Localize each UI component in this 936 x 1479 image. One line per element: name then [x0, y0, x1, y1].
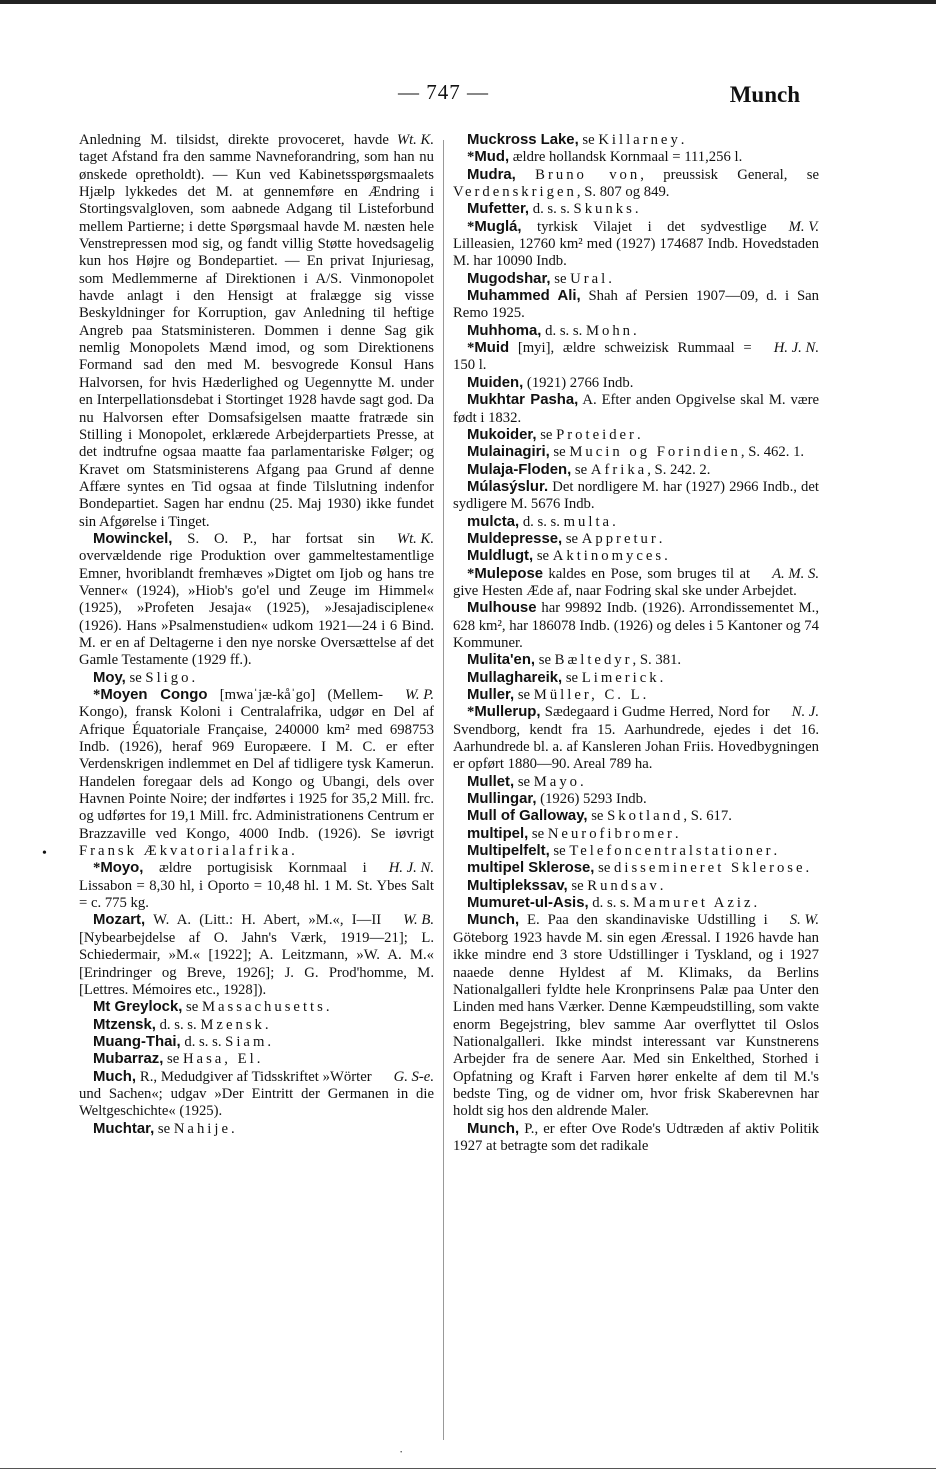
entry-headword: Muhammed Ali,	[467, 288, 581, 305]
entry-new-marker: *	[467, 340, 475, 357]
entry-text: , S. 617.	[683, 808, 732, 825]
entry-headword: Mumuret-ul-Asis,	[467, 895, 589, 912]
dictionary-entry	[453, 826, 819, 843]
entry-headword: Mtzensk,	[93, 1016, 156, 1033]
entry-text: d. s. s.	[588, 895, 634, 912]
spaced-reference: Neurofibromer	[547, 825, 675, 842]
entry-headword: Multipelfelt,	[467, 843, 550, 860]
entry-headword: Mullingar,	[467, 791, 537, 808]
entry-signature: M. V.	[788, 218, 819, 235]
entry-text: d. s. s.	[541, 322, 586, 339]
entry-text: se	[549, 843, 570, 860]
spaced-reference: Appretur	[581, 530, 659, 547]
entry-text	[516, 167, 535, 183]
entry-text: se	[536, 426, 557, 443]
spaced-reference: Nahije	[173, 1120, 231, 1137]
entry-text: se	[533, 548, 553, 565]
dictionary-entry	[79, 1051, 434, 1068]
dictionary-entry	[453, 514, 819, 531]
entry-text: .	[636, 426, 641, 443]
page-header	[80, 76, 820, 116]
entry-signature: G. S-e.	[393, 1068, 434, 1085]
entry-text: Shah af Persien 1907—09, d. i San Remo 1925.	[453, 288, 819, 322]
entry-headword: Mulepose	[474, 565, 544, 582]
entry-text: se	[594, 860, 615, 877]
dictionary-entry	[453, 219, 819, 271]
entry-headword: Mulainagiri,	[467, 444, 550, 461]
entry-signature: S. W.	[789, 912, 819, 929]
entry-new-marker: *	[467, 149, 475, 166]
entry-text: se	[578, 132, 599, 148]
entry-text: .	[642, 687, 647, 703]
entry-text: .	[580, 773, 584, 790]
entry-text: kaldes en Pose, som bruges til at give Hesten Æde af, naar Fodring skal ske under Arbejdet.	[453, 565, 797, 599]
entry-headword: Muldepresse,	[467, 530, 563, 547]
entry-headword: Much,	[93, 1068, 137, 1085]
dictionary-entry	[453, 895, 819, 912]
dictionary-entry	[79, 687, 434, 860]
entry-text: se	[528, 825, 548, 842]
dictionary-entry	[79, 860, 434, 912]
entry-text: Anledning M. tilsidst, direkte provoceret, havde taget Afstand fra den samme Navneforandring, som han nu ønskede opretholdt). — Kun ved Kabinetsspørgsmaalets Hjælp lykkedes det M. at gennemføre en Ændring i Stortingsvalgloven, som aabnede Adgang til Listeforbund mellem Partierne; i dette Spørgsmaal havde M. næsten hele Venstrepressen mod sig, og fandt villig Støtte hovedsagelig kun hos Højre og Bondepartiet. — En privat Injuriesag, som Medlemmerne af Direktionen i A/S. Vinmonopolet havde anlagt i den Hensigt at fralægge sig visse Beskyldninger for Korruption, gav Anledning til heftige Angreb paa Statsministeren. Dommen i denne Sag gik nemlig Monopolets Mænd imod, og som Direktionens Formand sad den med M. besvogrede Konsul Hans Halvorsen, for hvis Hæderlighed og Uegennytte M. under en Interpellationsdebat i Stortinget 1928 havde sagt god. Da nu Halvorsen efter Domsafsigelsen maatte fratræde sin Stilling i Monopolet, erklærede Arbejderpartiets Presse, at det indtrufne ogsaa maatte faa parlamentariske Følger; og Kravet om Statsministerens Afgang paa Grund af denne Affære syntes en Tid ogsaa at finde Tilslutning indenfor Bondepartiet. Sagen har endnu (25. Maj 1930) ikke fundet sin Afgørelse i Tinget.	[79, 132, 434, 530]
entry-headword: Mudra,	[467, 166, 516, 183]
entry-signature: W. P.	[405, 687, 434, 703]
entry-text: S. O. P., har fortsat sin overvældende rige Produktion over gammeltestamentlige Emner, hvoriblandt fremhæves »Digtet om Ijob og hans tre Venner« (1924), »Hiob's go'el und Zeuge im Himmel« (1925), »Profeten Jesaja« (1925), »Jesajadisciplene« (1926). Hans »Psalmenstudien« udkom 1921—24 i 6 Bind. M. er en af Deltagerne i den nye norske Oversættelse af det Gamle Testamente (1929 ff.).	[79, 530, 434, 669]
dictionary-entry	[453, 912, 819, 1120]
dictionary-entry	[453, 531, 819, 548]
spaced-reference: Bruno von	[535, 166, 641, 183]
spaced-reference: Skunks	[573, 201, 635, 218]
entry-text: .	[773, 843, 778, 860]
spaced-reference: Mohn	[585, 322, 634, 339]
entry-text: (1921) 2766 Indb.	[523, 374, 634, 391]
dictionary-entry	[453, 878, 819, 895]
entry-text: se	[163, 1051, 183, 1068]
entry-text: .	[659, 877, 664, 894]
dictionary-entry	[79, 1017, 434, 1034]
entry-text: ældre hollandsk Kornmaal = 111,256 l.	[509, 149, 743, 166]
entry-headword: Mubarraz,	[93, 1051, 164, 1068]
entry-text: .	[325, 999, 330, 1016]
entry-headword: Mozart,	[93, 912, 146, 929]
entry-text: , S. 807 og 849.	[576, 184, 670, 201]
spaced-reference: multa	[563, 513, 613, 530]
entry-text: ældre portugisisk Kornmaal i Lissabon = 8,30 hl, i Oporto = 10,48 hl. 1 M. St. Ybes Salt = c. 775 kg.	[79, 860, 434, 912]
spaced-reference: Proteider	[556, 426, 637, 443]
dictionary-entry	[453, 427, 819, 444]
entry-text: .	[805, 860, 810, 877]
entry-text: se	[567, 877, 588, 894]
entry-text: R., Medudgiver af Tidsskriftet »Wörter und Sachen«; udgav »Der Eintritt der Germanen in die Weltgeschichte« (1925).	[79, 1068, 434, 1120]
entry-signature: Wt. K.	[396, 132, 434, 148]
entry-text: .	[659, 669, 664, 686]
page-number: — 747 —	[398, 80, 489, 104]
spaced-reference: Ural	[570, 270, 609, 287]
entry-text: d. s. s.	[155, 1016, 201, 1033]
entry-text: se	[514, 687, 534, 703]
entry-text: Det nordligere M. har (1927) 2966 Indb., det sydligere M. 5676 Indb.	[453, 478, 819, 513]
spaced-reference: dissemineret Sklerose	[614, 860, 806, 877]
entry-text: [myi], ældre schweizisk Rummaal = 150 l.	[453, 340, 752, 374]
entry-text: .	[230, 1120, 235, 1137]
entry-signature: W. B.	[403, 912, 434, 929]
entry-text: tyrkisk Vilajet i det sydvestlige Lilleasien, 12760 km² med (1927) 174687 Indb. Hovedstaden M. har 10090 Indb.	[453, 218, 819, 270]
entry-headword: Moyen Congo	[100, 687, 208, 703]
entry-headword: Mufetter,	[467, 201, 530, 218]
dictionary-entry	[79, 912, 434, 999]
dictionary-entry	[453, 149, 819, 166]
entry-headword: Moyo,	[100, 860, 144, 877]
entry-headword: Mukoider,	[467, 426, 537, 443]
dictionary-entry	[453, 1121, 819, 1156]
dictionary-entry	[79, 1121, 434, 1138]
spaced-reference: Afrika	[590, 461, 648, 478]
dictionary-entry	[453, 704, 819, 773]
entry-text: se	[562, 530, 582, 547]
entry-headword: Muchtar,	[93, 1120, 155, 1137]
dictionary-entry	[453, 201, 819, 218]
dictionary-entry	[79, 999, 434, 1016]
dictionary-entry	[453, 791, 819, 808]
bottom-rule	[0, 1468, 936, 1469]
entry-text: , preussisk General, se	[640, 166, 819, 183]
entry-headword: Muckross Lake,	[467, 132, 579, 148]
entry-text: se	[514, 773, 534, 790]
spaced-reference: Müller, C. L	[533, 687, 643, 703]
entry-new-marker: *	[467, 565, 475, 582]
entry-headword: Muang-Thai,	[93, 1033, 181, 1050]
dictionary-entry	[453, 566, 819, 601]
dictionary-entry	[453, 548, 819, 565]
spaced-reference: Skotland	[607, 808, 684, 825]
entry-text: , S. 462. 1.	[740, 444, 805, 461]
entry-headword: Mull of Galloway,	[467, 808, 588, 825]
dictionary-entry	[453, 843, 819, 860]
entry-text: se	[125, 669, 146, 686]
entry-headword: Muldlugt,	[467, 548, 534, 565]
entry-headword: Mullerup,	[474, 704, 541, 721]
dictionary-entry	[453, 340, 819, 375]
entry-text: W. A. (Litt.: H. Abert, »M.«, I—II [Nybearbejdelse af O. Jahn's Værk, 1919—21]; L. Schiedermair, »M.« [1922]; A. Leitzmann, »W. A. M.« [Erindringer og Breve, 1926]; J. G. Prod'homme, M. [Lettres. Mémoires etc., 1928]).	[79, 912, 434, 998]
entry-headword: multipel,	[467, 825, 529, 842]
spaced-reference: Mzensk	[200, 1016, 265, 1033]
entry-text: Sædegaard i Gudme Herred, Nord for Svendborg, kendt fra 15. Aarhundrede, ejedes i det 16. Aarhundrede bl. a. af Kansleren Johan Friis. Hovedbygningen er opført 1880—90. Areal 789 ha.	[453, 704, 819, 773]
spaced-reference: Killarney	[598, 132, 681, 148]
entry-headword: Mukhtar Pasha,	[467, 392, 579, 409]
entry-text: A. Efter anden Opgivelse skal M. være født i 1832.	[453, 392, 819, 426]
spaced-reference: Sligo	[145, 669, 192, 686]
entry-new-marker: *	[467, 218, 475, 235]
dictionary-entry	[453, 860, 819, 877]
dictionary-entry	[79, 1034, 434, 1051]
entry-text: .	[664, 548, 668, 565]
entry-headword: Munch,	[467, 1120, 520, 1137]
top-rule	[0, 0, 936, 4]
entry-text: [mwaˈjæ-kåˈgo] (Mellem-Kongo), fransk Koloni i Centralafrika, udgør en Del af Afrique Équatoriale Française, 240000 km² med 698753 Indb. (1926), heraf 969 Europæere. I M. C. er efter Verdenskrigen indlemmet en Del af tidligere tysk Kamerun. Handelen foregaar dels ad Kongo og Ubangi, dels over Havnen Pointe Noire; der indførtes i 1925 for 35,2 Mill. frc. og udførtes for 19,1 Mill. frc. Administrationens Centrum er Brazzaville ved Kongo, 4000 Indb. (1926). Se iøvrigt	[79, 687, 434, 842]
spaced-reference: Aktinomyces	[552, 548, 665, 565]
entry-headword: multipel Sklerose,	[467, 860, 595, 877]
entry-text: se	[562, 669, 582, 686]
dictionary-entry	[79, 670, 434, 687]
dictionary-entry	[453, 271, 819, 288]
dictionary-entry	[453, 600, 819, 652]
entry-text: se	[535, 652, 555, 669]
spaced-reference: Bæltedyr	[554, 652, 633, 669]
entry-text: se	[587, 808, 608, 825]
entry-text: .	[753, 895, 758, 912]
dictionary-entry	[453, 444, 819, 461]
entry-headword: Multiplekssav,	[467, 877, 568, 894]
margin-dot: •	[42, 846, 47, 861]
dictionary-entry	[453, 808, 819, 825]
spaced-reference: Rundsav	[587, 877, 660, 894]
entry-text: .	[264, 1016, 269, 1033]
spaced-reference: Telefoncentralstationer	[569, 843, 774, 860]
running-head: Munch	[729, 82, 800, 107]
entry-headword: Muid	[474, 340, 510, 357]
dictionary-entry	[453, 687, 819, 704]
right-column	[453, 132, 819, 1155]
entry-text: .	[658, 530, 663, 547]
entry-headword: Mud,	[474, 149, 510, 166]
entry-headword: Mulaja-Floden,	[467, 461, 572, 478]
spaced-reference: Limerick	[581, 669, 660, 686]
entry-new-marker: *	[93, 687, 101, 703]
entry-new-marker: *	[93, 860, 101, 877]
spaced-reference: Mayo	[533, 773, 581, 790]
left-column	[79, 132, 434, 1138]
entry-headword: Mt Greylock,	[93, 999, 183, 1016]
dictionary-entry	[453, 323, 819, 340]
column-divider	[443, 140, 444, 1440]
entry-text: d. s. s.	[519, 513, 564, 530]
entry-headword: Mulhouse	[467, 600, 537, 617]
entry-text: .	[634, 201, 639, 218]
spaced-reference: Verdenskrigen	[453, 184, 577, 201]
bottom-tick: ·	[399, 1444, 404, 1459]
entry-headword: Muller,	[467, 687, 515, 703]
entry-headword: Mullet,	[467, 773, 515, 790]
entry-text: , S. 381.	[632, 652, 682, 669]
dictionary-entry	[453, 392, 819, 427]
dictionary-entry	[453, 132, 819, 149]
entry-headword: Muiden,	[467, 374, 524, 391]
entry-headword: Mugodshar,	[467, 270, 551, 287]
entry-text: , S. 242. 2.	[647, 461, 711, 478]
entry-text: .	[191, 669, 196, 686]
entry-text: .	[256, 1051, 261, 1068]
entry-headword: mulcta,	[467, 513, 520, 530]
entry-headword: Muhhoma,	[467, 322, 542, 339]
dictionary-entry	[453, 774, 819, 791]
entry-text: E. Paa den skandinaviske Udstilling i Göteborg 1923 havde M. sin egen Æressal. I 1926 havde han ikke mindre end 3 store Udstillinger i Tyskland, og i 1927 naaede denne Hyldest af M. Klimaks, da Berlins Nationalgalleri fyldte hele Kronprinsens Palæ paa Unter den Linden med hans Værker. Denne Kæmpeudstilling, som vakte enorm Begejstring, blev samme Aar overflyttet til Oslos Nationalgalleri. Ikke mindst interessant var Kunstnerens Arbejder fra de senere Aar. Med sin Enkelthed, Storhed i Opfatning og Kraft i Farven hører enkelte af dem til M.'s bedste Ting, og de vidner om, hvor frisk Skaberevnen har holdt sig hos den aldrende Maler.	[453, 912, 819, 1120]
entry-headword: Moy,	[93, 669, 126, 686]
entry-text: .	[608, 270, 612, 287]
entry-text: har 99892 Indb. (1926). Arrondissementet M., 628 km², har 186078 Indb. (1926) og deles i 5 Kantoner og 74 Kommuner.	[453, 600, 819, 651]
entry-text: P., er efter Ove Rode's Udtræden af aktiv Politik 1927 at betragte som det radikale	[453, 1120, 819, 1154]
spaced-reference: Mamuret Aziz	[633, 895, 754, 912]
entry-text: se	[182, 999, 202, 1016]
spaced-reference: Fransk Ækvatorialafrika	[79, 843, 292, 860]
entry-text: se	[571, 461, 591, 478]
entry-text: d. s. s.	[529, 201, 574, 218]
entry-text: .	[680, 132, 685, 148]
dictionary-entry	[79, 1069, 434, 1121]
dictionary-entry	[453, 288, 819, 323]
entry-signature: N. J.	[791, 704, 819, 721]
entry-text: .	[612, 513, 616, 530]
entry-text: se	[549, 444, 570, 461]
dictionary-entry	[453, 670, 819, 687]
spaced-reference: Hasa, El	[182, 1051, 257, 1068]
entry-text: se	[154, 1120, 174, 1137]
spaced-reference: Siam	[225, 1033, 268, 1050]
dictionary-entry	[453, 375, 819, 392]
entry-signature: Wt. K.	[396, 530, 434, 547]
entry-text: se	[550, 270, 571, 287]
entry-headword: Muglá,	[474, 218, 522, 235]
spaced-reference: Massachusetts	[201, 999, 326, 1016]
entry-signature: H. J. N.	[388, 860, 434, 877]
dictionary-entry	[79, 531, 434, 670]
dictionary-entry	[453, 167, 819, 202]
entry-headword: Mullaghareik,	[467, 669, 563, 686]
entry-text: (1926) 5293 Indb.	[536, 791, 647, 808]
dictionary-entry	[453, 479, 819, 514]
entry-text: .	[633, 322, 637, 339]
entry-text: d. s. s.	[180, 1033, 226, 1050]
entry-text: .	[267, 1033, 272, 1050]
entry-headword: Múlasýslur.	[467, 478, 549, 495]
dictionary-entry	[453, 462, 819, 479]
entry-text: .	[291, 843, 295, 860]
entry-headword: Mowinckel,	[93, 530, 173, 547]
entry-signature: A. M. S.	[772, 565, 819, 582]
dictionary-entry	[79, 132, 434, 531]
entry-headword: Munch,	[467, 912, 520, 929]
dictionary-entry	[453, 652, 819, 669]
spaced-reference: Mucin og Forindien	[569, 444, 741, 461]
entry-headword: Mulita'en,	[467, 652, 536, 669]
entry-new-marker: *	[467, 704, 475, 721]
entry-text: .	[674, 825, 679, 842]
entry-signature: H. J. N.	[773, 340, 819, 357]
